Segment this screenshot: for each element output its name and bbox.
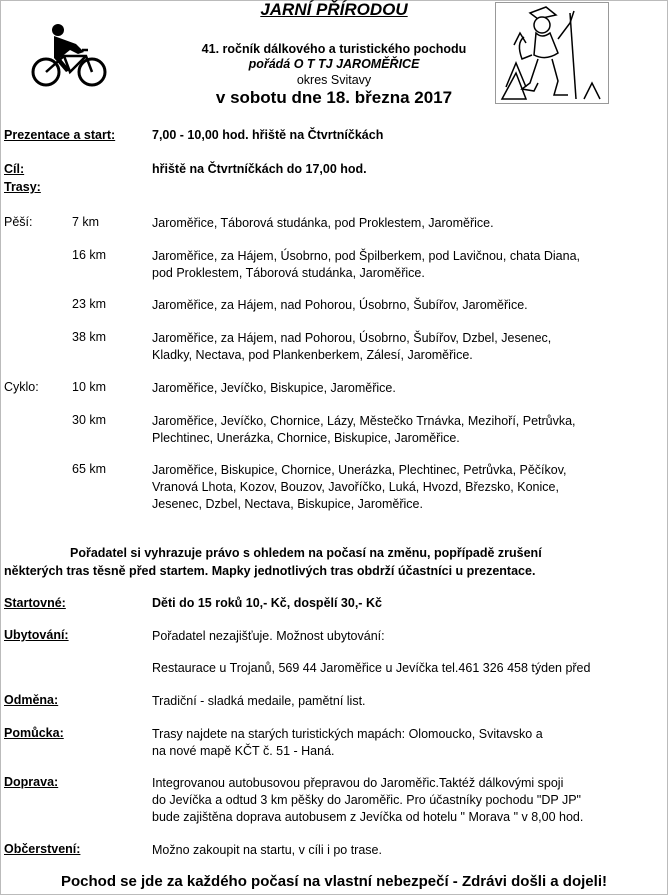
- event-subtitle: 41. ročník dálkového a turistického pochodu: [201, 42, 467, 56]
- footer-slogan: Pochod se jde za každého počasí na vlastní nebezpečí - Zdrávi došli a dojeli!: [61, 873, 607, 890]
- startovne-value: Děti do 15 roků 10,- Kč, dospělí 30,- Kč: [152, 596, 382, 610]
- startovne-label: Startovné:: [4, 596, 66, 610]
- page-title: JARNÍ PŘÍRODOU: [260, 0, 408, 19]
- route-description: Jaroměřice, Jevíčko, Chornice, Lázy, Městečko Trnávka, Mezihoří, Petrůvka, Plechtinec, Unerázka, Chornice, Biskupice, Jaroměřice.: [152, 414, 576, 445]
- route-distance: 30 km: [72, 413, 107, 427]
- obcerstveni-label: Občerstvení:: [4, 842, 81, 856]
- prezentace-value: 7,00 - 10,00 hod. hřiště na Čtvrtníčkách: [152, 128, 384, 142]
- route-distance: 10 km: [72, 380, 107, 394]
- odmena-label: Odměna:: [4, 693, 59, 707]
- event-date: v sobotu dne 18. března 2017: [215, 88, 453, 107]
- route-description: Jaroměřice, Jevíčko, Biskupice, Jaroměřice.: [152, 381, 396, 395]
- trasy-label: Trasy:: [4, 180, 41, 194]
- organizer-note: Pořadatel si vyhrazuje právo s ohledem na počasí na změnu, popřípadě zrušení některých tras těsně před startem. Mapky jednotlivých tras obdrží účastníci u prezentace.: [4, 546, 542, 578]
- cyklo-label: Cyklo:: [4, 380, 39, 394]
- ubytovani-contact: Restaurace u Trojanů, 569 44 Jaroměřice u Jevíčka tel.461 326 458 týden před: [152, 661, 591, 675]
- ubytovani-value: Pořadatel nezajišťuje. Možnost ubytování:: [152, 629, 385, 643]
- route-description: Jaroměřice, za Hájem, Úsobrno, pod Špilberkem, pod Lavičnou, chata Diana, pod Proklestem, Táborová studánka, Jaroměřice.: [152, 249, 580, 280]
- ubytovani-label: Ubytování:: [4, 628, 69, 642]
- pomucka-value: Trasy najdete na starých turistických mapách: Olomoucko, Svitavsko a na nové mapě KČT č. 51 - Haná.: [152, 727, 543, 758]
- doprava-label: Doprava:: [4, 775, 59, 789]
- route-description: Jaroměřice, za Hájem, nad Pohorou, Úsobrno, Šubířov, Dzbel, Jesenec, Kladky, Nectava, pod Plankenberkem, Zálesí, Jaroměřice.: [152, 331, 552, 362]
- obcerstveni-value: Možno zakoupit na startu, v cíli i po trase.: [152, 843, 382, 857]
- route-distance: 23 km: [72, 297, 107, 311]
- route-distance: 7 km: [72, 215, 100, 229]
- route-description: Jaroměřice, za Hájem, nad Pohorou, Úsobrno, Šubířov, Jaroměřice.: [152, 298, 528, 312]
- cil-label: Cíl:: [4, 162, 25, 176]
- organizer-line: pořádá O T TJ JAROMĚŘICE: [248, 57, 420, 71]
- prezentace-label: Prezentace a start:: [4, 128, 116, 142]
- doprava-value: Integrovanou autobusovou přepravou do Jaroměřic.Taktéž dálkovými spoji do Jevíčka a odtud 3 km pěšky do Jaroměřic. Pro účastníky pochodu "DP JP" bude zajištěna doprava autobusem z Jevíčka od hotelu " Morava " v 8,00 hod.: [152, 776, 584, 824]
- pomucka-label: Pomůcka:: [4, 726, 64, 740]
- route-distance: 38 km: [72, 330, 107, 344]
- pesi-label: Pěší:: [4, 215, 33, 229]
- route-description: Jaroměřice, Biskupice, Chornice, Unerázka, Plechtinec, Petrůvka, Pěčíkov, Vranová Lhota, Kozov, Bouzov, Javoříčko, Luká, Hvozd, Březsko, Konice, Jesenec, Dzbel, Nectava, Biskupice, Jaroměřice.: [152, 463, 567, 511]
- route-distance: 16 km: [72, 248, 107, 262]
- district-line: okres Svitavy: [296, 73, 372, 87]
- route-distance: 65 km: [72, 462, 107, 476]
- cil-value: hřiště na Čtvrtníčkách do 17,00 hod.: [152, 162, 367, 176]
- odmena-value: Tradiční - sladká medaile, pamětní list.: [152, 694, 366, 708]
- route-description: Jaroměřice, Táborová studánka, pod Proklestem, Jaroměřice.: [152, 216, 494, 230]
